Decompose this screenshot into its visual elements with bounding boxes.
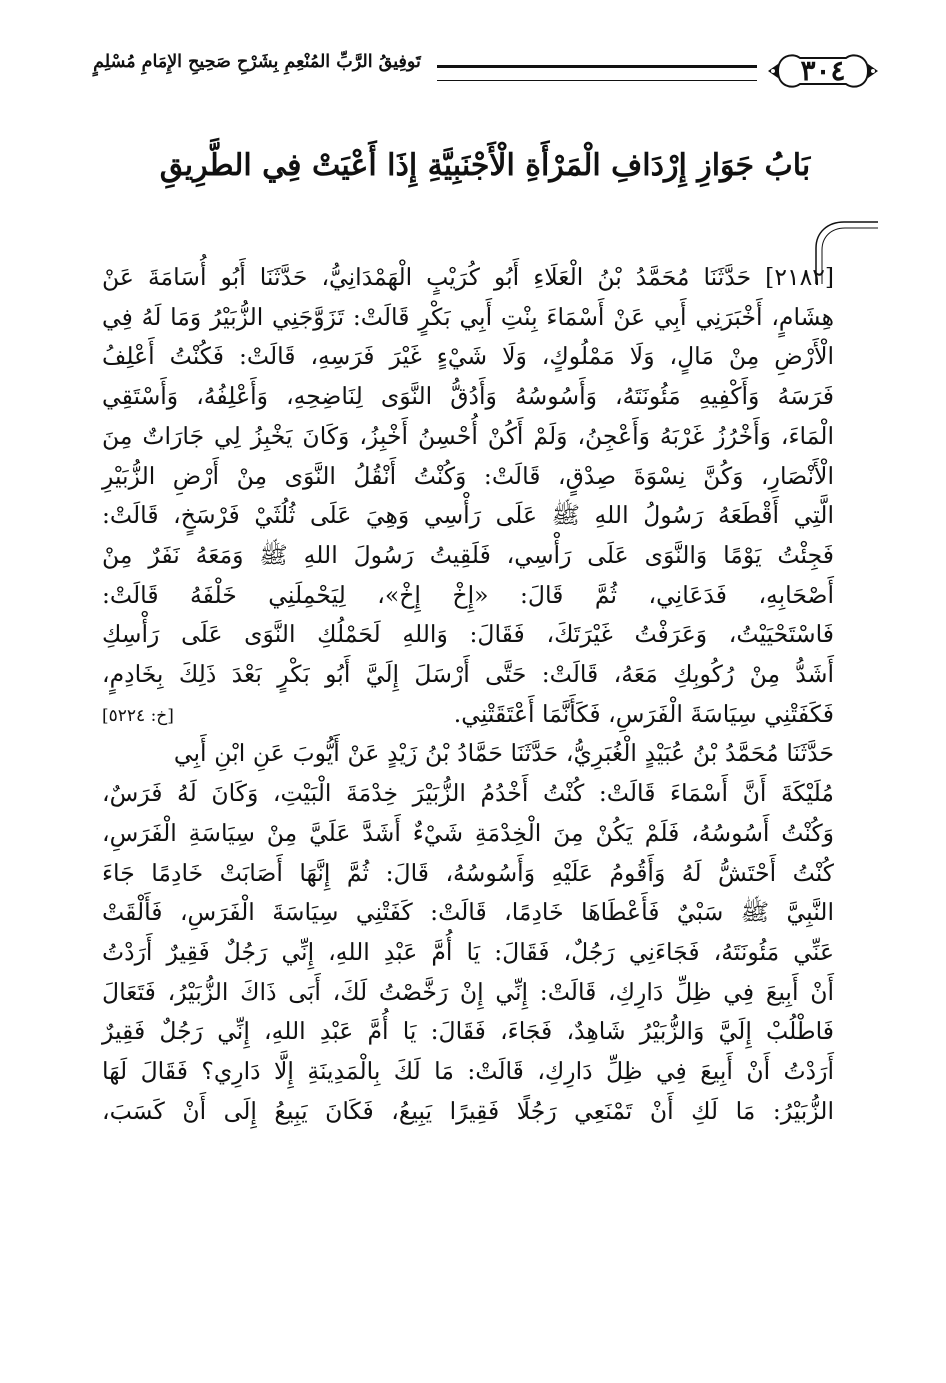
text-line: حَدَّثَنَا مُحَمَّدُ بْنُ عُبَيْدٍ الْغُبَرِيُّ، حَدَّثَنَا حَمَّادُ بْنُ زَيْدٍ عَنْ أَيُّوبَ عَنِ ابْنِ أَبِي <box>173 739 834 768</box>
header-divider <box>437 65 757 81</box>
text-line: الْأَنْصَارِ، وَكُنَّ نِسْوَةَ صِدْقٍ، قَالَتْ: وَكُنْتُ أَنْقُلُ النَّوَى مِنْ أَرْضِ الزُّبَيْرِ <box>102 461 834 490</box>
page-number: ٣٠٤ <box>800 54 846 87</box>
text-line: مُلَيْكَةَ أَنَّ أَسْمَاءَ قَالَتْ: كُنْتُ أَخْدُمُ الزُّبَيْرَ خِدْمَةَ الْبَيْتِ، وَكَانَ لَهُ فَرَسٌ، <box>102 779 834 808</box>
text-line: فَاسْتَحْيَيْتُ، وَعَرَفْتُ غَيْرَتَكَ، فَقَالَ: وَاللهِ لَحَمْلُكِ النَّوَى عَلَى رَأْسِكِ <box>102 620 834 649</box>
chapter-title: بَابُ جَوَازِ إِرْدَافِ الْمَرْأَةِ الْأَجْنَبِيَّةِ إِذَا أَعْيَتْ فِي الطَّرِيقِ <box>159 148 811 183</box>
text-line: فَاطْلُبْ إِلَيَّ وَالزُّبَيْرُ شَاهِدٌ، فَجَاءَ، فَقَالَ: يَا أُمَّ عَبْدِ اللهِ، إِنِّي رَجُلٌ فَقِيرٌ <box>102 1017 834 1046</box>
text-line: الْأَرْضِ مِنْ مَالٍ، وَلَا مَمْلُوكٍ، وَلَا شَيْءٍ غَيْرَ فَرَسِهِ، قَالَتْ: فَكُنْتُ أَعْلِفُ <box>102 342 834 371</box>
text-line: أَصْحَابِهِ، فَدَعَانِي، ثُمَّ قَالَ: «إِخْ إِخْ»، لِيَحْمِلَنِي خَلْفَهُ قَالَتْ: <box>102 580 834 609</box>
text-line: أَنْ أَبِيعَ فِي ظِلِّ دَارِكِ، قَالَتْ: إِنِّي إِنْ رَخَّصْتُ لَكَ، أَبَى ذَاكَ الزُّبَيْرُ، فَتَعَالَ <box>102 977 834 1006</box>
text-line: [٢١٨٢] حَدَّثَنَا مُحَمَّدُ بْنُ الْعَلَاءِ أَبُو كُرَيْبٍ الْهَمْدَانِيُّ، حَدَّثَنَا أَبُو أُسَامَةَ عَنْ <box>102 263 834 291</box>
book-title: تَوفِيقُ الرَّبِّ المُنْعِمِ بِشَرْحِ صَحِيحِ الإِمَامِ مُسْلِمٍ <box>93 52 421 72</box>
text-line: فَرَسَهُ وَأَكْفِيهِ مَئُونَتَهُ، وَأَسُوسُهُ وَأَدُقُّ النَّوَى لِنَاضِحِهِ، وَأَعْلِفُهُ، وَأَسْتَقِي <box>102 382 834 411</box>
page-header <box>92 48 882 108</box>
text-line: فَجِئْتُ يَوْمًا وَالنَّوَى عَلَى رَأْسِي، فَلَقِيتُ رَسُولَ اللهِ ﷺ وَمَعَهُ نَفَرٌ مِنْ <box>102 540 834 569</box>
text-line: كُنْتُ أَحْتَشُّ لَهُ وَأَقُومُ عَلَيْهِ وَأَسُوسُهُ، قَالَ: ثُمَّ إِنَّهَا أَصَابَتْ خَادِمًا جَاءَ <box>102 858 834 887</box>
text-line: عَنِّي مَئُونَتَهُ، فَجَاءَنِي رَجُلٌ، فَقَالَ: يَا أُمَّ عَبْدِ اللهِ، إِنِّي رَجُلٌ فَقِيرٌ أَرَدْتُ <box>102 937 834 966</box>
bukhari-reference: [خ: ٥٢٢٤] <box>102 705 174 726</box>
text-line-last <box>102 695 834 735</box>
page-number-ornament <box>764 46 882 96</box>
text-line: الْمَاءَ، وَأَخْرُزُ غَرْبَهُ وَأَعْجِنُ، وَلَمْ أَكُنْ أُحْسِنُ أَخْبِزُ، وَكَانَ يَخْبِزُ لِي جَارَاتٌ مِنَ <box>102 421 834 450</box>
text-line: فَكَفَتْنِي سِيَاسَةَ الْفَرَسِ، فَكَأَنَّمَا أَعْتَقَتْنِي. <box>453 699 834 728</box>
text-line: أَشَدُّ مِنْ رُكُوبِكِ مَعَهُ، قَالَتْ: حَتَّى أَرْسَلَ إِلَيَّ أَبُو بَكْرٍ بَعْدَ ذَلِكَ بِخَادِمٍ، <box>102 660 834 689</box>
text-line: النَّبِيَّ ﷺ سَبْيٌ فَأَعْطَاهَا خَادِمًا، قَالَتْ: كَفَتْنِي سِيَاسَةَ الْفَرَسِ، فَأَلْقَتْ <box>102 898 834 927</box>
hadith-1 <box>102 258 834 734</box>
text-line: هِشَامٍ، أَخْبَرَنِي أَبِي عَنْ أَسْمَاءَ بِنْتِ أَبِي بَكْرٍ قَالَتْ: تَزَوَّجَنِي الزُّبَيْرُ وَمَا لَهُ فِي <box>102 302 834 331</box>
hadith-2 <box>102 734 834 1131</box>
hadith-text-block <box>102 258 834 1131</box>
text-line: وَكُنْتُ أَسُوسُهُ، فَلَمْ يَكُنْ مِنَ الْخِدْمَةِ شَيْءٌ أَشَدَّ عَلَيَّ مِنْ سِيَاسَةِ الْفَرَسِ، <box>102 818 834 847</box>
text-line: الزُّبَيْرُ: مَا لَكِ أَنْ تَمْنَعِي رَجُلًا فَقِيرًا يَبِيعُ، فَكَانَ يَبِيعُ إِلَى أَنْ كَسَبَ، <box>102 1096 834 1125</box>
text-line: الَّتِي أَقْطَعَهُ رَسُولُ اللهِ ﷺ عَلَى رَأْسِي وَهِيَ عَلَى ثُلُثَيْ فَرْسَخٍ، قَالَتْ: <box>102 501 834 530</box>
text-line: أَرَدْتُ أَنْ أَبِيعَ فِي ظِلِّ دَارِكِ، قَالَتْ: مَا لَكَ بِالْمَدِينَةِ إِلَّا دَارِي؟ فَقَالَ لَهَا <box>102 1057 834 1086</box>
